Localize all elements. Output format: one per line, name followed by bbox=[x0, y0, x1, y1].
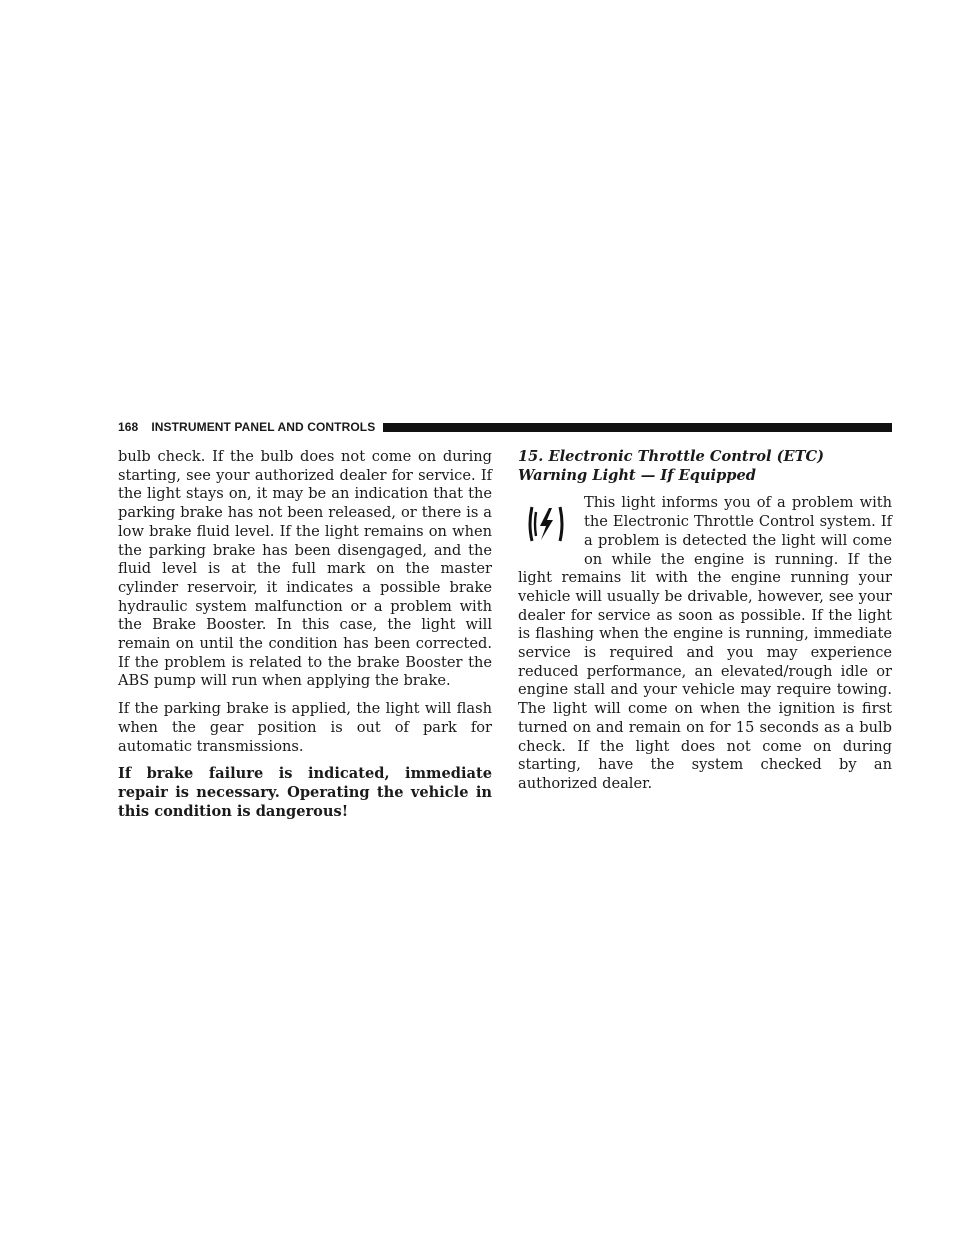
left-column bbox=[118, 448, 492, 830]
etc-description: This light informs you of a problem with the Electronic Throttle Control system. If a problem is detected the light will come on while the engine is running. If the light remains lit with the engine running your vehicle will usually be drivable, however, see your dealer for service as soon as possible. If the light is flashing when the engine is running, immediate service is required and you may experience reduced performance, an elevated/rough idle or engine stall and your vehicle may require towing. The light will come on when the ignition is first turned on and remain on for 15 seconds as a bulb check. If the light does not come on during starting, have the system checked by an authorized dealer. bbox=[518, 494, 892, 792]
body-paragraph: If the parking brake is applied, the light will flash when the gear position is out of park for automatic transmissions. bbox=[118, 700, 492, 755]
page-number: 168 bbox=[118, 420, 139, 434]
etc-warning-icon bbox=[518, 496, 574, 552]
brake-failure-warning: If brake failure is indicated, immediate repair is necessary. Operating the vehicle in this condition is dangerous! bbox=[118, 765, 492, 820]
page-header bbox=[118, 419, 892, 435]
section-title: INSTRUMENT PANEL AND CONTROLS bbox=[151, 420, 376, 434]
right-column bbox=[518, 448, 892, 803]
header-rule bbox=[383, 423, 892, 432]
etc-heading: 15. Electronic Throttle Control (ETC) Warning Light — If Equipped bbox=[518, 448, 825, 484]
body-paragraph: bulb check. If the bulb does not come on during starting, see your authorized dealer for service. If the light stays on, it may be an indication that the parking brake has not been released, or there is a low brake fluid level. If the light remains on when the parking brake has been disengaged, and the fluid level is at the full mark on the master cylinder reservoir, it indicates a possible brake hydraulic system malfunction or a problem with the Brake Booster. In this case, the light will remain on until the condition has been corrected. If the problem is related to the brake Booster the ABS pump will run when applying the brake. bbox=[118, 448, 492, 690]
